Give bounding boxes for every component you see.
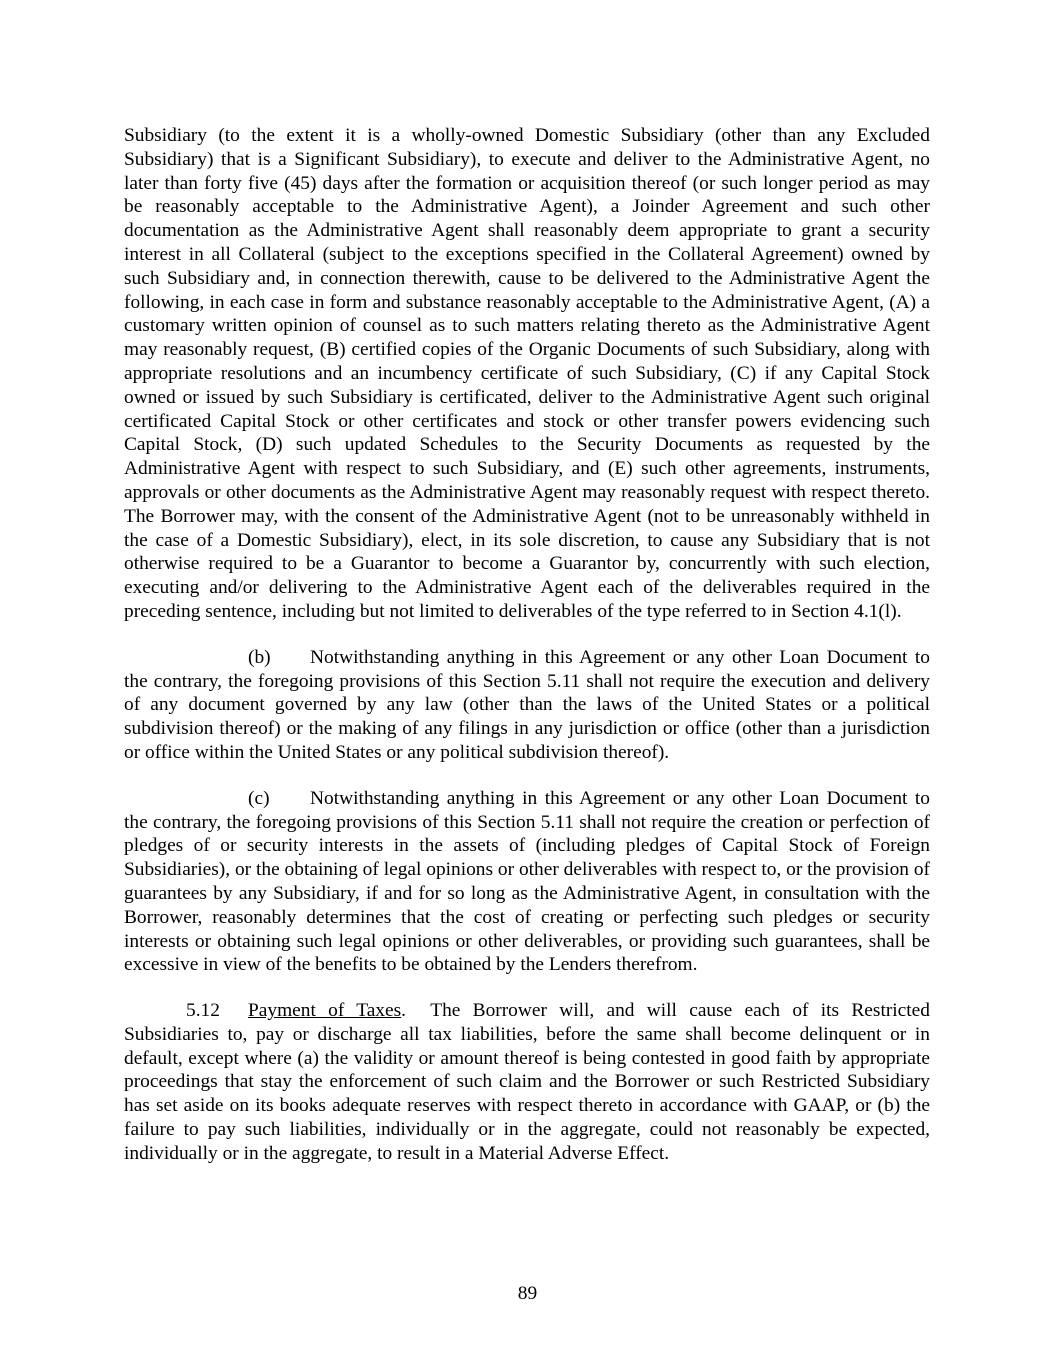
section-text: The Borrower will, and will cause each of its Restricted Subsidiaries to, pay or discharge all tax liabilities, before the same shall become delinquent or in default, except where (a) the validity or amount thereof is being contested in good faith by appropriate proceedings that stay the enforcement of such claim and the Borrower or such Restricted Subsidiary has set aside on its books adequate reserves with respect thereto in accordance with GAAP, or (b) the failure to pay such liabilities, individually or in the aggregate, could not reasonably be expected, individually or in the aggregate, to result in a Material Adverse Effect. [124, 1000, 930, 1164]
paragraph-gap [124, 977, 930, 999]
paragraph-gap [124, 765, 930, 787]
clause-c-label: (c) [248, 787, 270, 809]
clause-c-text: Notwithstanding anything in this Agreement or any other Loan Document to the contrary, the foregoing provisions of this Section 5.11 shall not require the creation or perfection of pledges of or security interests in the assets of (including pledges of Capital Stock of Foreign Subsidiaries), or the obtaining of legal opinions or other deliverables with respect to, or the provision of guarantees by any Subsidiary, if and for so long as the Administrative Agent, in consultation with the Borrower, reasonably determines that the cost of creating or perfecting such pledges or security interests or obtaining such legal opinions or other deliverables, or providing such guarantees, shall be excessive in view of the benefits to be obtained by the Lenders therefrom. [124, 787, 930, 976]
section-number: 5.12 [186, 1000, 220, 1022]
paragraph-continuation: Subsidiary (to the extent it is a wholly-owned Domestic Subsidiary (other than any Excluded Subsidiary) that is a Significant Subsidiary), to execute and deliver to the Administrative Agent, no later than forty five (45) days after the formation or acquisition thereof (or such longer period as may be reasonably acceptable to the Administrative Agent), a Joinder Agreement and such other documentation as the Administrative Agent shall reasonably deem appropriate to grant a security interest in all Collateral (subject to the exceptions specified in the Collateral Agreement) owned by such Subsidiary and, in connection therewith, cause to be delivered to the Administrative Agent the following, in each case in form and substance reasonably acceptable to the Administrative Agent, (A) a customary written opinion of counsel as to such matters relating thereto as the Administrative Agent may reasonably request, (B) certified copies of the Organic Documents of such Subsidiary, along with appropriate resolutions and an incumbency certificate of such Subsidiary, (C) if any Capital Stock owned or issued by such Subsidiary is certificated, deliver to the Administrative Agent such original certificated Capital Stock or other certificates and stock or other transfer powers evidencing such Capital Stock, (D) such updated Schedules to the Security Documents as requested by the Administrative Agent with respect to such Subsidiary, and (E) such other agreements, instruments, approvals or other documents as the Administrative Agent may reasonably request with respect thereto. The Borrower may, with the consent of the Administrative Agent (not to be unreasonably withheld in the case of a Domestic Subsidiary), elect, in its sole discretion, to cause any Subsidiary that is not otherwise required to be a Guarantor to become a Guarantor by, concurrently with such election, executing and/or delivering to the Administrative Agent each of the deliverables required in the preceding sentence, including but not limited to deliverables of the type referred to in Section 4.1(l). [124, 125, 930, 622]
clause-b [124, 646, 930, 765]
page-number: 89 [517, 1283, 538, 1304]
clause-b-label: (b) [248, 646, 271, 668]
section-heading-punct: . [401, 1000, 407, 1022]
clause-b-text: Notwithstanding anything in this Agreement or any other Loan Document to the contrary, the foregoing provisions of this Section 5.11 shall not require the execution and delivery of any document governed by any law (other than the laws of the United States or a political subdivision thereof) or the making of any filings in any jurisdiction or office (other than a jurisdiction or office within the United States or any political subdivision thereof). [124, 646, 930, 763]
clause-c [124, 787, 930, 977]
section-heading: Payment of Taxes [248, 1000, 402, 1022]
document-page [124, 124, 930, 1166]
paragraph-gap [124, 624, 930, 646]
section-5-12 [124, 999, 930, 1166]
